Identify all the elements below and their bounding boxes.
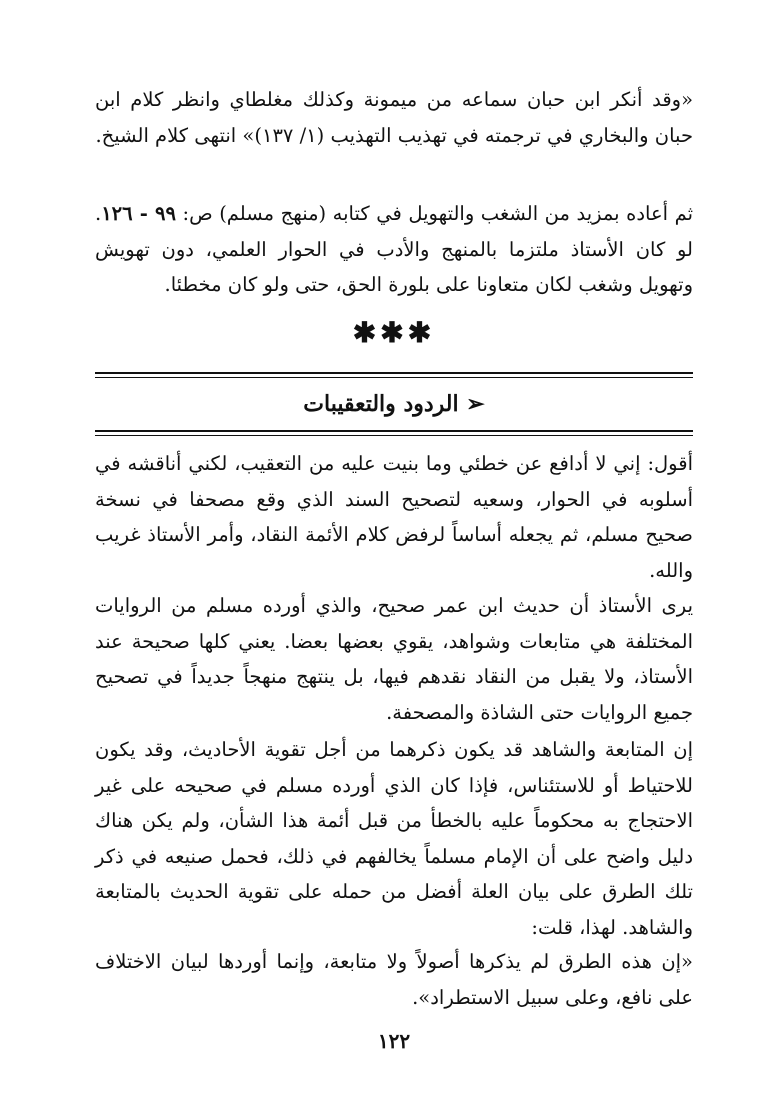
section-heading: ➢ الردود والتعقيبات [303,391,485,417]
page-range: ٩٩ - ١٢٦ [101,202,176,225]
paragraph-text-start: ثم أعاده بمزيد من الشغب والتهويل في كتابه (منهج مسلم) ص: [175,202,694,225]
heading-top-rule [95,372,693,374]
heading-top-rule-thin [95,377,693,378]
paragraph-text-end: . لو كان الأستاذ ملتزما بالمنهج والأدب في الحوار العلمي، دون تهويش وتهويل وشغب لكان متعاونا على بلورة الحق، حتى ولو كان مخطئا. [95,202,693,296]
heading-bottom-rule [95,430,693,432]
book-page [95,0,693,1110]
paragraph-argument: إن المتابعة والشاهد قد يكون ذكرهما من أجل تقوية الأحاديث، وقد يكون للاحتياط أو للاستئناس، فإذا كان الذي أورده مسلم في صحيحه على غير الاحتجاج به محكوماً عليه بالخطأ من قبل أئمة هذا الشأن، ولم يكن هناك دليل واضح على أن الإمام مسلماً يخالفهم في ذلك، فحمل صنيعه في ذكر تلك الطرق على بيان العلة أفضل من حمله على تقوية الحديث بالمتابعة والشاهد. لهذا، قلت: [95,738,693,939]
paragraph-opinion: يرى الأستاذ أن حديث ابن عمر صحيح، والذي أورده مسلم من الروايات المختلفة هي متابعات وشواهد، يقوي بعضها بعضا. يعني كلها صحيحة عند الأستاذ، ولا يقبل من النقاد نقدهم فيها، بل ينتهج منهجاً جديداً في تصحيح جميع الروايات حتى الشاذة والمصحفة. [95,594,693,724]
quoted-paragraph: «وقد أنكر ابن حبان سماعه من ميمونة وكذلك مغلطاي وانظر كلام ابن حبان والبخاري في ترجمته في تهذيب التهذيب (١/ ١٣٧)» انتهى كلام الشيخ. [95,88,693,147]
paragraph-repetition [95,196,693,303]
page-number: ١٢٢ [377,1029,411,1053]
section-separator-stars: ✱✱✱ [352,316,436,349]
quoted-conclusion: «إن هذه الطرق لم يذكرها أصولاً ولا متابعة، وإنما أوردها لبيان الاختلاف على نافع، وعلى سبيل الاستطراد». [95,950,693,1009]
paragraph-reply: أقول: إني لا أدافع عن خطئي وما بنيت عليه من التعقيب، لكني أناقشه في أسلوبه في الحوار، وسعيه لتصحيح السند الذي وقع مصحفا في نسخة صحيح مسلم، ثم يجعله أساساً لرفض كلام الأئمة النقاد، وأمر الأستاذ غريب والله. [95,452,693,582]
heading-bottom-rule-thin [95,435,693,436]
